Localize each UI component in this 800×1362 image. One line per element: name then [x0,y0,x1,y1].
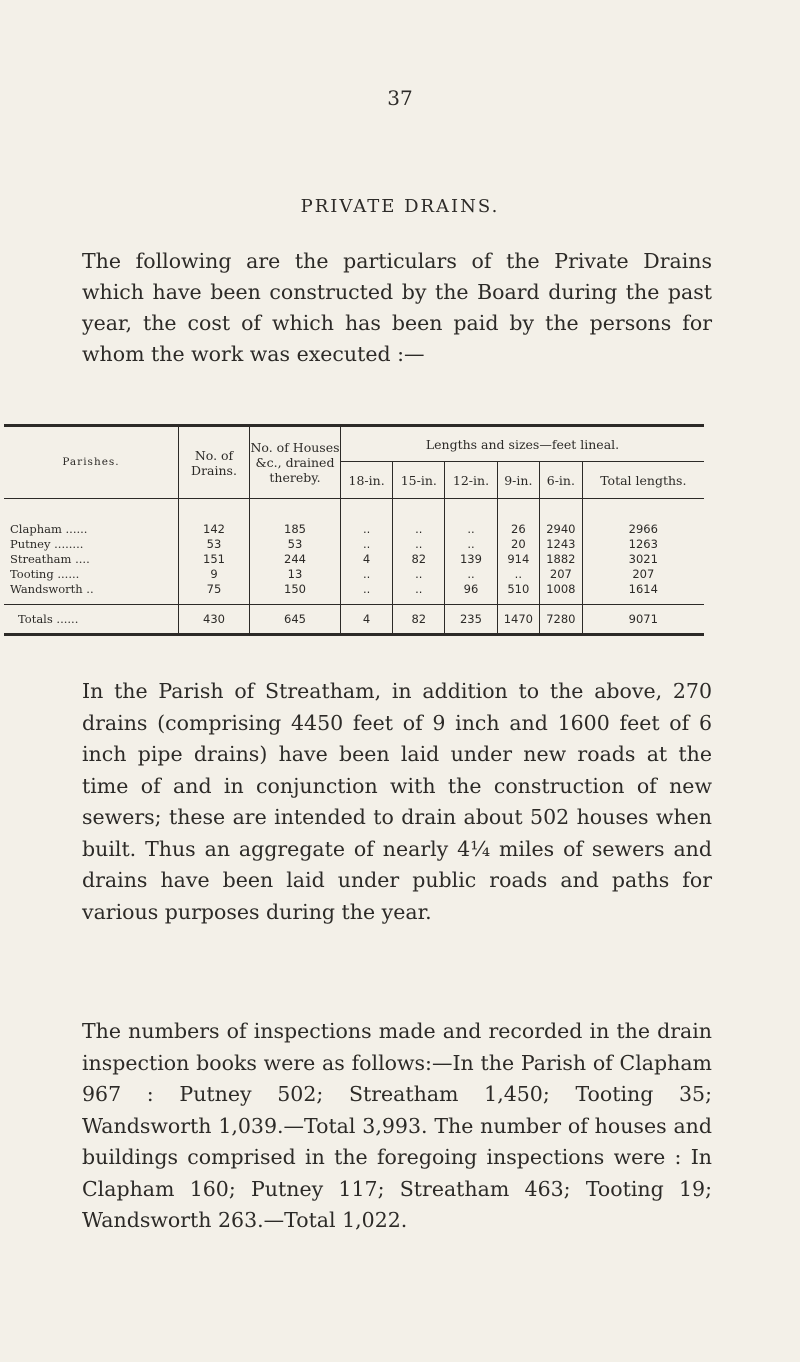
inspections-paragraph: The numbers of inspections made and recorded in the drain inspection books were as follows:—In the Parish of Clapham 967 : Putney 502; Streatham 1,450; Tooting 35; Wandsworth 1,039.—Total 3,993. The number of houses and buildings comprised in the foregoing inspections were : In Clapham 160; Putney 117; Streatham 463; Tooting 19; Wandsworth 263.—Total 1,022. [82,1019,712,1232]
cell-15in: .. [393,515,445,536]
cell-total-12in: 235 [445,605,497,634]
cell-6in: 2940 [540,515,583,536]
cell-parish: Streatham .... [10,551,90,566]
header-lengths-group: Lengths and sizes—feet lineal. [341,427,705,462]
private-drains-table [4,424,704,636]
cell-15in: .. [393,581,445,605]
intro-paragraph: The following are the particulars of the Private Drains which have been constructed by the Board during the past year, the cost of which has been paid by the persons for whom the work was executed :— [82,249,712,366]
cell-total: 207 [582,566,704,581]
cell-15in: .. [393,566,445,581]
streatham-paragraph: In the Parish of Streatham, in addition to the above, 270 drains (comprising 4450 feet of 9 inch and 1600 feet of 6 inch pipe drains) have been laid under new roads at the time of and in conjunction with the construction of new sewers; these are intended to drain about 502 houses when built. Thus an aggregate of nearly 4¼ miles of sewers and drains have been laid under public roads and paths for various purposes during the year. [82,679,712,924]
cell-12in: .. [445,536,497,551]
cell-9in: .. [497,566,540,581]
table-row [4,536,704,551]
cell-9in: 914 [497,551,540,566]
header-15in: 15-in. [393,462,445,499]
cell-drains: 75 [179,581,250,605]
cell-drains: 9 [179,566,250,581]
cell-18in: 4 [341,551,393,566]
header-18in: 18-in. [341,462,393,499]
cell-total-houses: 645 [250,605,341,634]
cell-houses: 150 [250,581,341,605]
header-houses: No. of Houses &c., drained thereby. [250,427,341,499]
header-separator [4,499,704,516]
cell-parish: Tooting ...... [10,566,80,581]
cell-drains: 142 [179,515,250,536]
cell-total: 3021 [582,551,704,566]
header-parishes: Parishes. [62,456,120,468]
header-total-lengths: Total lengths. [582,462,704,499]
cell-9in: 510 [497,581,540,605]
cell-12in: .. [445,515,497,536]
table-row [4,515,704,536]
cell-houses: 53 [250,536,341,551]
cell-total-15in: 82 [393,605,445,634]
cell-6in: 207 [540,566,583,581]
totals-row [4,605,704,634]
cell-houses: 244 [250,551,341,566]
cell-houses: 185 [250,515,341,536]
header-drains: No. of Drains. [179,427,250,499]
cell-total-6in: 7280 [540,605,583,634]
cell-total: 2966 [582,515,704,536]
cell-total-drains: 430 [179,605,250,634]
cell-15in: .. [393,536,445,551]
cell-parish: Wandsworth .. [10,581,94,596]
cell-total: 1263 [582,536,704,551]
header-12in: 12-in. [445,462,497,499]
cell-drains: 53 [179,536,250,551]
table-row [4,566,704,581]
cell-total-18in: 4 [341,605,393,634]
cell-houses: 13 [250,566,341,581]
cell-6in: 1008 [540,581,583,605]
cell-drains: 151 [179,551,250,566]
header-6in: 6-in. [540,462,583,499]
cell-12in: .. [445,566,497,581]
section-heading: PRIVATE DRAINS. [300,196,500,217]
cell-9in: 20 [497,536,540,551]
cell-parish: Clapham ...... [10,521,88,536]
cell-6in: 1243 [540,536,583,551]
cell-18in: .. [341,581,393,605]
table-row [4,551,704,566]
cell-total-9in: 1470 [497,605,540,634]
cell-15in: 82 [393,551,445,566]
table-row [4,581,704,605]
cell-18in: .. [341,536,393,551]
header-9in: 9-in. [497,462,540,499]
cell-totals-label: Totals ...... [4,605,179,634]
cell-parish: Putney ........ [10,536,84,551]
cell-18in: .. [341,515,393,536]
cell-18in: .. [341,566,393,581]
cell-12in: 139 [445,551,497,566]
cell-6in: 1882 [540,551,583,566]
page-number: 37 [387,86,413,110]
cell-total: 1614 [582,581,704,605]
cell-12in: 96 [445,581,497,605]
cell-grand-total: 9071 [582,605,704,634]
cell-9in: 26 [497,515,540,536]
